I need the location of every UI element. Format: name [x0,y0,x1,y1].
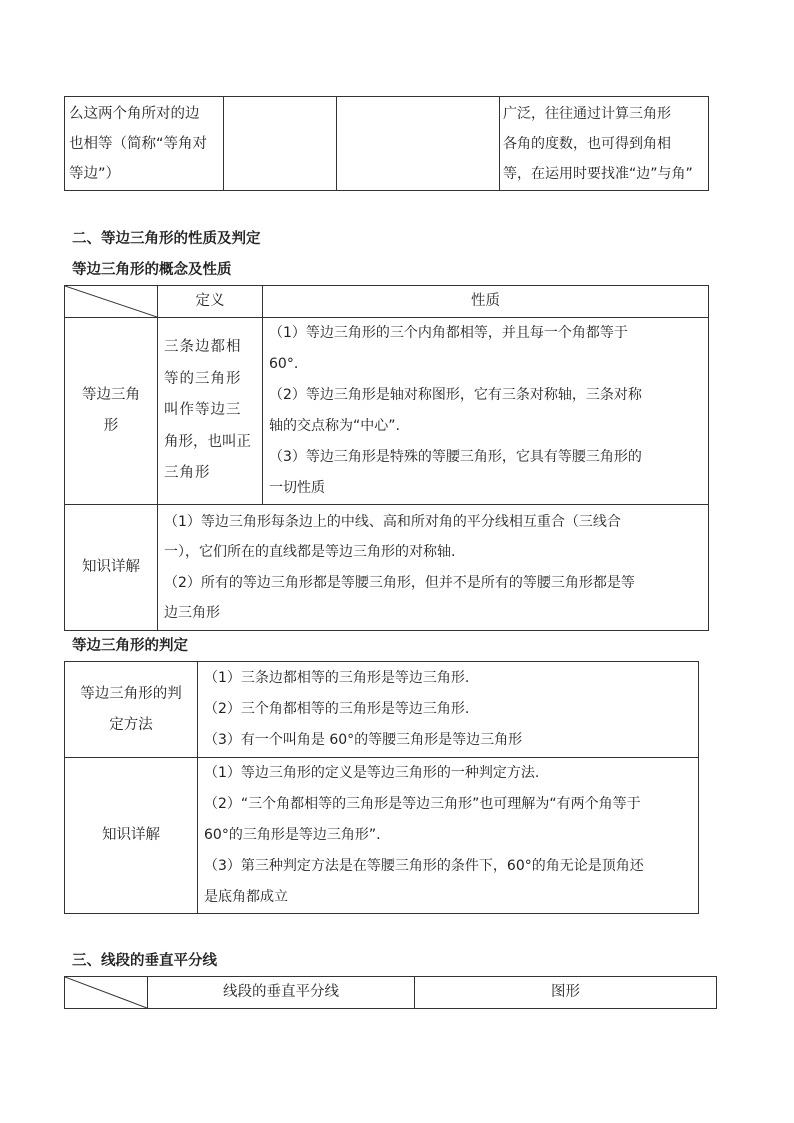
line: 边三角形 [164,605,220,621]
line: （2）等边三角形是轴对称图形，它有三条对称轴，三条对称 [269,387,642,403]
top-table-cell-2 [224,97,337,191]
row-label-equilateral [65,318,158,505]
subsection-judgement-title: 等边三角形的判定 [72,638,188,654]
line: （3）第三种判定方法是在等腰三角形的条件下，60°的角无论是顶角还 [204,858,644,874]
line: 定方法 [109,716,153,733]
row-label-text: 等边三角形 [82,387,140,434]
line: 一切性质 [269,480,325,496]
equilateral-properties-table [64,285,709,631]
method-label-cell [65,662,198,758]
line: 三角形 [164,465,211,482]
line: （1）等边三角形每条边上的中线、高和所对角的平分线相互重合（三线合 [164,513,621,530]
line: 等边”） [69,165,121,182]
diagonal-line-icon [65,286,157,317]
line: 三条边都相 [164,339,242,356]
section-3-title: 三、线段的垂直平分线 [72,953,217,969]
line: 轴的交点称为“中心”. [269,418,400,434]
top-table-cell-1 [65,97,224,191]
section-2-title: 二、等边三角形的性质及判定 [72,231,261,247]
properties-cell [263,318,709,505]
perpendicular-bisector-table [64,976,717,1009]
top-table-cell-4 [500,97,709,191]
methods-cell [198,662,699,758]
definition-cell [158,318,263,505]
line: 么这两个角所对的边 [69,105,200,122]
line: 等边三角形的判 [80,685,182,702]
top-table [64,96,709,191]
diagonal-line-icon [65,977,147,1008]
diagonal-header-cell-3 [65,977,148,1009]
line: （1）等边三角形的三个内角都相等，并且每一个角都等于 [269,325,628,341]
line: （1）三条边都相等的三角形是等边三角形. [204,670,470,686]
equilateral-judgement-table [64,661,699,914]
line: 60°的三角形是等边三角形”. [204,827,381,843]
line: 等的三角形 [164,370,242,387]
subsection-concept-title: 等边三角形的概念及性质 [72,262,232,278]
header-properties: 性质 [263,286,709,318]
detail-cell [158,505,709,631]
diagonal-header-cell [65,286,158,318]
detail-label-cell-2: 知识详解 [65,758,198,914]
detail-label-cell: 知识详解 [65,505,158,631]
line: 60°. [269,356,299,372]
header-figure: 图形 [415,977,717,1009]
detail-cell-2 [198,758,699,914]
header-perpendicular-bisector: 线段的垂直平分线 [148,977,415,1009]
line: （3）有一个叫角是 60°的等腰三角形是等边三角形 [204,732,523,748]
line: 叫作等边三 [164,402,242,419]
line: （1）等边三角形的定义是等边三角形的一种判定方法. [204,765,540,781]
line: 是底角都成立 [204,889,288,905]
line: （2）“三个角都相等的三角形是等边三角形”也可理解为“有两个角等于 [204,796,641,812]
line: 各角的度数，也可得到角相 [503,135,671,152]
line: （2）所有的等边三角形都是等腰三角形，但并不是所有的等腰三角形都是等 [164,574,635,591]
line: 一），它们所在的直线都是等边三角形的对称轴. [164,544,456,560]
line: 也相等（简称“等角对 [69,135,208,152]
line: （2）三个角都相等的三角形是等边三角形. [204,701,470,717]
line: 等，在运用时要找准“边”与角” [503,165,693,182]
top-table-cell-3 [337,97,500,191]
header-definition: 定义 [158,286,263,318]
line: （3）等边三角形是特殊的等腰三角形，它具有等腰三角形的 [269,449,642,465]
line: 角形，也叫正 [164,433,251,450]
line: 广泛，往往通过计算三角形 [503,105,671,122]
